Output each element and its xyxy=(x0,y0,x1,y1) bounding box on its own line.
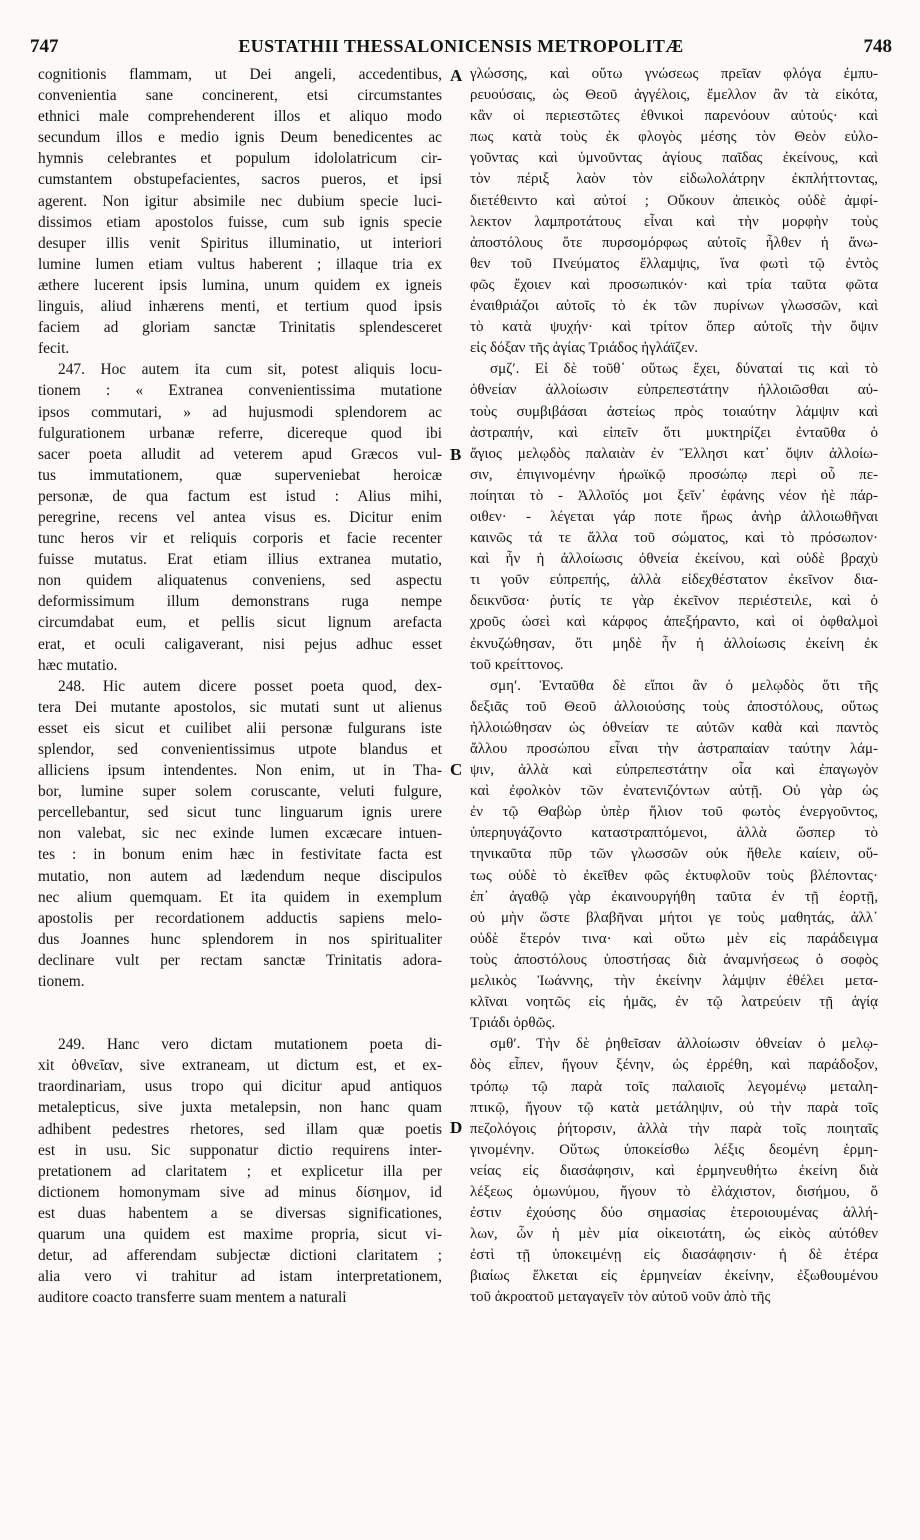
margin-letter-b: B xyxy=(450,445,462,464)
text-line: non valebat, sic nec exinde lumen excæcare intuen- xyxy=(38,825,442,843)
text-line: linguis, aliud inhærens menti, et tertium quod ipsis xyxy=(38,298,442,316)
text-line: apostolis per recordationem adductis sapiens melo- xyxy=(38,909,442,927)
text-line: γινομένην. Οὕτως ὑποκείσθω λέξις δεομένη ἑρμη- xyxy=(470,1141,878,1158)
text-line: πεζολόγοις ῥήτορσιν, ἀλλὰ τὴν παρὰ τοῖς ποιηταῖς xyxy=(470,1120,878,1137)
text-line: alliciens ipsum intendentes. Non enim, ut in Tha- xyxy=(38,762,442,780)
paragraph-p249 xyxy=(470,1034,878,1308)
text-line: μελικὸς Ἰωάννης, τὴν ἐκείνην λάμψιν ἐθέλει μετα- xyxy=(470,973,878,990)
text-line: xit ὀθνεῖαν, sive extraneam, ut dictum est, et ex- xyxy=(38,1057,442,1075)
text-line: tionem : « Extranea convenientissima mutatione xyxy=(38,382,442,400)
text-line: γλώσσης, καὶ οὕτω γνώσεως πρεῖαν φλόγα ἐμπυ- xyxy=(470,66,878,82)
text-line: auditore coacto transferre suam mentem a naturali xyxy=(38,1289,347,1307)
page-number-left: 747 xyxy=(30,36,59,57)
text-line: τὸ κατὰ ψυχήν· καὶ τρίτον ὅπερ αὐτοῖς τὴν ὄψιν xyxy=(470,319,878,336)
text-line: διετέθειντο καὶ αὐτοί ; Οὔκουν ἀπεικὸς οὐδὲ ἀμφί- xyxy=(470,192,878,209)
text-line: bor, lumine super solem coruscante, veluti fulgure, xyxy=(38,783,442,801)
text-line: deformissimum illum demonstrans ruga nempe xyxy=(38,593,442,611)
greek-column xyxy=(470,64,878,1309)
paragraph-p249 xyxy=(38,1034,442,1308)
text-line: εἰς δόξαν τῆς ἁγίας Τριάδος ἠγλάϊζεν. xyxy=(470,340,698,357)
text-line: erat, et oculi caligaverant, nisi pejus adhuc esset xyxy=(38,635,442,653)
text-line: πως κατὰ τοὺς ἐκ φλογὸς μέσης τὸν Θεὸν εὐλο- xyxy=(470,129,878,146)
text-line: βιαίως ἕλκεται εἰς ἑρμηνείαν ἐκείνην, ἐξωθουμένου xyxy=(470,1268,878,1285)
text-line: ἐστιν ἐχούσης δύο σημασίας ἑτεροιουμένας ἀλλή- xyxy=(470,1205,878,1222)
text-line: quarum una quidem est maxime propria, sicut vi- xyxy=(38,1225,442,1243)
text-line: cognitionis flammam, ut Dei angeli, accedentibus, xyxy=(38,66,442,83)
text-line: σμθʹ. Τὴν δὲ ῥηθεῖσαν ἀλλοίωσιν ὀθνείαν ὁ μελῳ- xyxy=(490,1036,878,1053)
text-line: κλῖναι νοητῶς εἰς ἡμᾶς, ἐν τῷ λατρεύειν τῇ ἁγίᾳ xyxy=(470,994,878,1011)
text-line: ἐν τῷ Θαβὼρ ὑπὲρ ἥλιον τοῦ φωτὸς ἐνεργοῦντος, xyxy=(470,804,878,821)
text-line: non quidem aliquatenus conveniens, sed aspectu xyxy=(38,572,442,590)
margin-letter-d: D xyxy=(450,1118,463,1137)
text-line: σμηʹ. Ἐνταῦθα δὲ εἴποι ἂν ὁ μελῳδὸς ὅτι τῆς xyxy=(490,677,878,694)
paragraph-p246-end xyxy=(38,64,442,359)
text-line: ψιν, ἀλλὰ καὶ εὐπρεπεστάτην οἷα καὶ ἐπαγωγὸν xyxy=(470,762,878,779)
text-line: λων, ὧν ἡ μὲν μία οἰκειοτάτη, ὡς εἰκὸς αὐτόθεν xyxy=(470,1226,878,1243)
text-line: esset eis sicut et cuilibet alii personæ fulgurans iste xyxy=(38,719,442,737)
text-line: σιν, ἐπιγινομένην ἡρωϊκῷ προσώπῳ περὶ οὗ πε- xyxy=(470,466,878,483)
text-line: desuper illis venit Spiritus illuminatio, ut interiori xyxy=(38,234,442,252)
text-line: fulgurationem urbanæ referre, dicereque quod ibi xyxy=(38,424,442,442)
text-line: οὐ μὴν ὥστε βλαβῆναι μήτοι γε τοὺς μαθητάς, ἀλλ᾿ xyxy=(470,909,878,926)
text-line: τως οὐδὲ τὸ ἐκεῖθεν φῶς ἐκτυφλοῦν τοὺς βλέποντας· xyxy=(470,867,878,884)
latin-column xyxy=(38,64,442,1308)
text-line: declinare vult per rectam sanctæ Trinitatis adora- xyxy=(38,951,442,969)
text-line: hæc mutatio. xyxy=(38,656,118,674)
text-line: τοὺς συμβιβάσαι ἀστείως πρὸς τοιαύτην λάμψιν καὶ xyxy=(470,403,878,420)
text-line: οιθεν· - λέγεται γάρ ποτε ἥρως ἀνὴρ ἀλλοιωθῆναι xyxy=(470,508,878,525)
text-line: ethnici male comprehenderent illos et aliquo modo xyxy=(38,108,442,126)
text-line: percellebantur, sed sicut tunc linguarum ignis urere xyxy=(38,804,442,822)
text-line: καὶ ἐφολκὸν τῶν ἐνατενιζόντων αὐτῇ. Οὐ γὰρ ὡς xyxy=(470,783,878,800)
text-line: 247. Hoc autem ita cum sit, potest aliquis locu- xyxy=(58,361,442,379)
text-line: Τριάδι ὀρθῶς. xyxy=(470,1015,556,1032)
text-line: traordinariam, usus tropo qui dicitur apud antiquos xyxy=(38,1078,442,1096)
text-line: mutatio, non autem ad lædendum neque discipulos xyxy=(38,867,442,885)
text-line: ἄλλου προσώπου εἶναι τὴν ἀστραπαίαν ταύτην λάμ- xyxy=(470,741,878,757)
text-line: λεκτον λαμπροτάτους εἶναι καὶ τὴν μορφὴν τοὺς xyxy=(470,213,878,230)
text-line: ἀστραπήν, καὶ εἰπεῖν ὅτι μυκτηρίζει ἐνταῦθα ὁ xyxy=(470,424,878,441)
text-line: τὸν πέριξ λαὸν τὸν εἰδωλολάτρην ἐκπλήττοντας, xyxy=(470,171,878,188)
text-line: dictionem homonymam sive ad minus δίσημον, id xyxy=(38,1183,442,1201)
text-line: ὀθνείαν ἀλλοίωσιν εὐπρεπεστάτην ἠλλοιῶσθαι αὐ- xyxy=(470,382,878,399)
text-line: ἐκνυζώθησαν, ὅτι μηδὲ ἦν ἡ ἀλλοίωσις ἐκείνη ἐκ xyxy=(470,635,878,652)
paragraph-p248 xyxy=(470,676,878,1035)
text-line: δεξιᾶς τοῦ Θεοῦ ἀλλοιούσης τοὺς ἀποστόλους, οὕτως xyxy=(470,698,878,715)
text-line: θεν τοῦ Πνεύματος ἔλλαμψις, ἵνα φωτὶ τῷ ἐντὸς xyxy=(470,255,878,272)
text-line: τοῦ κρείττονος. xyxy=(470,656,564,673)
text-line: τηνικαῦτα πῦρ τῶν γλωσσῶν οὐκ ἤθελε καίειν, οὕ- xyxy=(470,846,878,863)
text-line: ἐπ᾿ ἀγαθῷ γὰρ ἐκαινουργήθη ταῦτα ἐν τῇ ἑορτῇ, xyxy=(470,888,878,905)
text-line: ἅγιος μελῳδὸς παλαιὰν ἐν Ἕλλησι κατ᾿ ὄψιν ἀλλοίω- xyxy=(470,445,878,462)
text-line: ἐστὶ τῇ ὑποκειμένῃ εἰς διασάφησιν· ἡ δὲ ἑτέρα xyxy=(470,1247,878,1264)
paragraph-p248 xyxy=(38,676,442,992)
text-line: dissimos etiam apostolos fuisse, cum sub ignis specie xyxy=(38,213,442,231)
text-line: νείας εἰς διασάφησιν, καὶ ἑρμηνευθήτω ἐκείνη διὰ xyxy=(470,1162,878,1179)
text-line: dus Joannes hunc splendorem in nos spiritualiter xyxy=(38,930,442,948)
text-line: est duas habentem a se diversas significationes, xyxy=(38,1204,442,1222)
text-line: σμζʹ. Εἰ δὲ τοῦθ᾿ οὕτως ἔχει, δύναταί τις καὶ τὸ xyxy=(490,361,878,378)
text-line: metalepticus, sive juxta metalepsin, non hanc quam xyxy=(38,1099,442,1117)
text-line: tus immutationem, quæ superveniebat heroicæ xyxy=(38,466,442,484)
text-line: ipsos commutari, » ad hujusmodi splendorem ac xyxy=(38,403,442,421)
text-line: est in usu. Sic supponatur dictio requirens inter- xyxy=(38,1141,442,1159)
text-line: τι γοῦν εὐπρεπής, ἀλλὰ εἰδεχθέστατον ἐκεῖνον δια- xyxy=(470,572,878,589)
text-line: χροῦς ὡσεὶ καὶ κάρφος ἀπεξήραντο, καὶ οἱ ὀφθαλμοὶ xyxy=(470,614,878,631)
running-title: EUSTATHII THESSALONICENSIS METROPOLITÆ xyxy=(238,36,684,56)
text-line: ρευούσαις, ὡς Θεοῦ ἀγγέλοις, ἔμελλον ἂν τὰ εἰκότα, xyxy=(470,87,878,104)
text-line: nec alium quemquam. Et ita quidem in exemplum xyxy=(38,888,442,906)
text-line: κἂν οἱ περιεστῶτες ἐθνικοὶ παρενόουν αὐτούς· καὶ xyxy=(470,108,878,125)
text-line: 248. Hic autem dicere posset poeta quod, dex- xyxy=(58,677,442,695)
text-line: λέξεως ὁμωνύμου, ἤγουν τὸ ἐλάχιστον, δισήμου, ὅ xyxy=(470,1183,878,1200)
text-line: convenientia sane concinerent, etsi circumstantes xyxy=(38,87,442,105)
text-line: πτικῷ, ἤγουν τῷ κατὰ μετάληψιν, οὐ τὴν παρὰ τοῖς xyxy=(470,1099,878,1116)
text-line: tunc heros vir et reliquis corporis et facie recenter xyxy=(38,530,442,548)
paragraph-p246-end xyxy=(470,64,878,359)
text-line: pretationem ad claritatem ; et explicetur illa per xyxy=(38,1162,442,1180)
text-line: secundum illos e medio ignis Deum benedicentes ac xyxy=(38,129,442,147)
text-line: οὐδὲ ἕτερόν τινα· καὶ οὕτω μὲν εἰς παράδειγμα xyxy=(470,930,878,947)
text-line: tera Dei mutante apostolos, sic mutati sunt ut alienus xyxy=(38,698,442,716)
text-line: fuisse mutatus. Erat etiam illius extranea mutatio, xyxy=(38,551,442,569)
paragraph-p247 xyxy=(470,359,878,675)
text-line: γοῦντας καὶ ὑμνοῦντας ἁγίους παῖδας ἐκείνους, καὶ xyxy=(470,150,878,167)
text-line: fecit. xyxy=(38,340,70,358)
text-line: ἠλλοιώθησαν ὡς ὀθνείαν τε αὐτῶν καθὰ καὶ παντὸς xyxy=(470,719,878,736)
text-line: hymnis celebrantes et populum idololatricum cir- xyxy=(38,150,442,168)
text-line: καινῶς τά τε ἄλλα τοῦ σώματος, καὶ τὸ πρόσωπον· xyxy=(470,530,878,547)
text-line: καὶ ἦν ἡ ἀλλοίωσις ὀθνεία ἐκείνου, καὶ οὐδὲ βραχὺ xyxy=(470,551,878,568)
text-line: τοὺς ἀποστόλους ὑποστήσας διὰ ἀναμνήσεως ὁ σοφὸς xyxy=(470,951,878,968)
text-line: agerent. Non igitur absimile nec dubium specie luci- xyxy=(38,192,442,210)
text-line: tionem. xyxy=(38,973,85,991)
text-line: τοῦ ἀκροατοῦ μεταγαγεῖν τὸν αὐτοῦ νοῦν ἀπὸ τῆς xyxy=(470,1289,771,1306)
text-line: ποίηται τὸ - Ἀλλοῖός μοι ξεῖν᾿ ἐφάνης νέον ἠὲ πάρ- xyxy=(470,487,878,504)
text-line: lumine lumen etiam vultus haberent ; illaque tria ex xyxy=(38,255,442,273)
text-line: cumstantem obstupefacientes, sacros pueros, et ipsi xyxy=(38,171,442,189)
text-line: æthere lucerent ipsis lumina, unum quidem ex igneis xyxy=(38,276,442,294)
text-line: sacer poeta alludit ad veterem apud Græcos vul- xyxy=(38,445,442,463)
text-line: personæ, de qua factum est istud : Alius mihi, xyxy=(38,487,442,505)
text-line: ὑπερηυγάζοντο καταστραπτόμενοι, ἀλλὰ ὥσπερ τὸ xyxy=(470,825,878,842)
margin-letter-a: A xyxy=(450,66,463,85)
paragraph-p247 xyxy=(38,359,442,675)
text-line: δεικνῦσα· ῥυτίς τε γὰρ ἐκεῖνον περιέστειλε, καὶ ὁ xyxy=(470,593,878,610)
text-line: ἀποστόλους ὅτε πυρσομόρφως αὐτοῖς ἦλθεν ἡ ἄνω- xyxy=(470,234,878,251)
text-line: ἐναιθριάζοι αὐτοῖς τὸ ἐκ τῶν πυρίνων γλωσσῶν, καὶ xyxy=(470,298,878,315)
text-line: τρόπῳ τῷ παρὰ τοῖς παλαιοῖς λεγομένῳ μεταλη- xyxy=(470,1078,878,1095)
margin-letter-c: C xyxy=(450,760,463,779)
text-line: alia vero vi trahitur ad istam interpretationem, xyxy=(38,1268,442,1286)
text-line: detur, ad afferendam subjectæ dictioni claritatem ; xyxy=(38,1247,442,1265)
text-line: δὸς εἶπεν, ἤγουν ξένην, ὡς ἐρρέθη, καὶ παράδοξον, xyxy=(470,1057,878,1074)
text-line: peregrine, recens vel antea visus es. Dicitur enim xyxy=(38,508,442,526)
text-line: 249. Hanc vero dictam mutationem poeta di- xyxy=(58,1036,442,1054)
page-number-right: 748 xyxy=(863,36,892,57)
text-line: tes : in bonum enim hæc in festivitate facta est xyxy=(38,846,442,864)
text-line: circumdabat eum, et pellis sicut lignum arefacta xyxy=(38,614,442,632)
text-line: adhibent pedestres rhetores, sed illam quæ poetis xyxy=(38,1120,442,1138)
text-line: φῶς ἔχοιεν καὶ προσωπικόν· καὶ τρία ταῦτα φῶτα xyxy=(470,276,878,293)
text-line: splendor, sed convenientissimus utpote blandus et xyxy=(38,741,442,758)
text-line: faciem ad gloriam sanctæ Trinitatis splendesceret xyxy=(38,319,442,337)
running-header xyxy=(30,36,892,60)
